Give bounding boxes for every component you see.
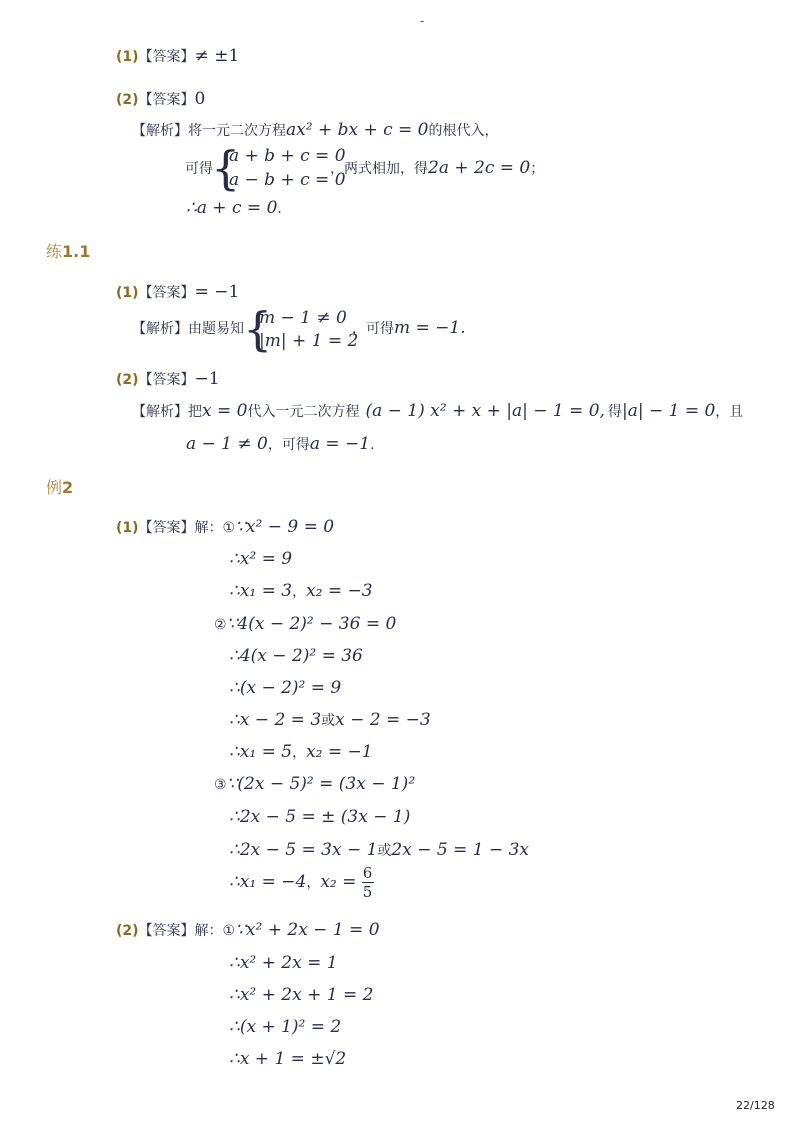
part-label: (1)	[116, 520, 139, 536]
block2-part2-answer	[116, 369, 220, 389]
top-mark: -	[420, 14, 425, 28]
section-heading-lian: 练1.1	[46, 242, 91, 261]
block2-analysis2-line1: 【解析】把x = 0代入一元二次方程 (a − 1) x² + x + |a| − 1 = 0, 得|a| − 1 = 0，且	[132, 401, 744, 421]
solution-line: ∴x₁ = 5，x₂ = −1	[229, 742, 373, 762]
answer-tag: 【答案】	[138, 372, 195, 388]
system-brace: {	[243, 302, 273, 356]
analysis-tag: 【解析】	[132, 123, 188, 139]
system-row-2: |m| + 1 = 2	[259, 331, 359, 351]
part-label: (2)	[116, 923, 139, 939]
block1-part2-answer	[116, 89, 205, 109]
answer-value: −1	[194, 369, 220, 389]
block3-part1-start: (1)【答案】解：①∵x² − 9 = 0	[116, 517, 335, 537]
solution-line: ∴x² + 2x + 1 = 2	[229, 985, 374, 1005]
solution-line: ∴(x − 2)² = 9	[229, 678, 342, 698]
solution-line: ②∵4(x − 2)² − 36 = 0	[214, 614, 397, 634]
solution-line: ∴x² + 2x = 1	[229, 953, 338, 973]
solution-line: ∴x + 1 = ±√2	[229, 1049, 347, 1069]
solution-line: ③∵(2x − 5)² = (3x − 1)²	[214, 774, 416, 794]
analysis-tag: 【解析】	[132, 321, 188, 337]
block1-sum-result: ，两式相加，得2a + 2c = 0；	[330, 158, 545, 178]
fraction: $\frac{6}{5}$	[362, 864, 373, 901]
solution-line: ∴x₁ = −4，x₂ = $\frac{6}{5}$	[229, 864, 373, 901]
answer-tag: 【答案】	[138, 92, 195, 108]
analysis-tag: 【解析】	[132, 404, 188, 420]
solution-line: ∴x − 2 = 3或x − 2 = −3	[229, 710, 431, 730]
answer-value: ≠ ±1	[194, 46, 240, 66]
system-brace: {	[211, 141, 241, 195]
block1-conclusion: ∴a + c = 0.	[186, 198, 282, 218]
block1-kede: 可得	[185, 161, 213, 177]
block2-part1-answer	[116, 282, 239, 302]
system-row-1: m − 1 ≠ 0	[259, 308, 347, 328]
answer-tag: 【答案】	[138, 923, 195, 939]
answer-value: 0	[194, 89, 206, 109]
block2-analysis1: 【解析】由题易知	[132, 321, 244, 337]
page-number: 22/128	[736, 1099, 775, 1112]
solution-line: ∴x² = 9	[229, 549, 293, 569]
part-label: (2)	[116, 372, 139, 388]
answer-tag: 【答案】	[138, 49, 195, 65]
solution-line: ∴x₁ = 3，x₂ = −3	[229, 581, 373, 601]
answer-tag: 【答案】	[138, 520, 195, 536]
block3-part2-start: (2)【答案】解：①∵x² + 2x − 1 = 0	[116, 920, 380, 940]
block1-analysis-line1: 【解析】将一元二次方程ax² + bx + c = 0的根代入，	[132, 120, 499, 140]
system-row-1: a + b + c = 0	[229, 146, 346, 166]
part-label: (2)	[116, 92, 139, 108]
block1-part1-answer	[116, 46, 239, 66]
part-label: (1)	[116, 285, 139, 301]
section-heading-li: 例2	[46, 478, 74, 497]
solution-line: ∴2x − 5 = 3x − 1或2x − 5 = 1 − 3x	[229, 840, 530, 860]
answer-value: = −1	[194, 282, 240, 302]
answer-tag: 【答案】	[138, 285, 195, 301]
block2-analysis1-result: ，可得m = −1.	[352, 318, 466, 338]
solution-line: ∴2x − 5 = ± (3x − 1)	[229, 807, 411, 827]
block2-analysis2-line2: a − 1 ≠ 0，可得a = −1.	[186, 434, 375, 454]
solution-line: ∴(x + 1)² = 2	[229, 1017, 342, 1037]
solution-line: ∴4(x − 2)² = 36	[229, 646, 363, 666]
part-label: (1)	[116, 49, 139, 65]
system-row-2: a − b + c = 0	[229, 170, 346, 190]
